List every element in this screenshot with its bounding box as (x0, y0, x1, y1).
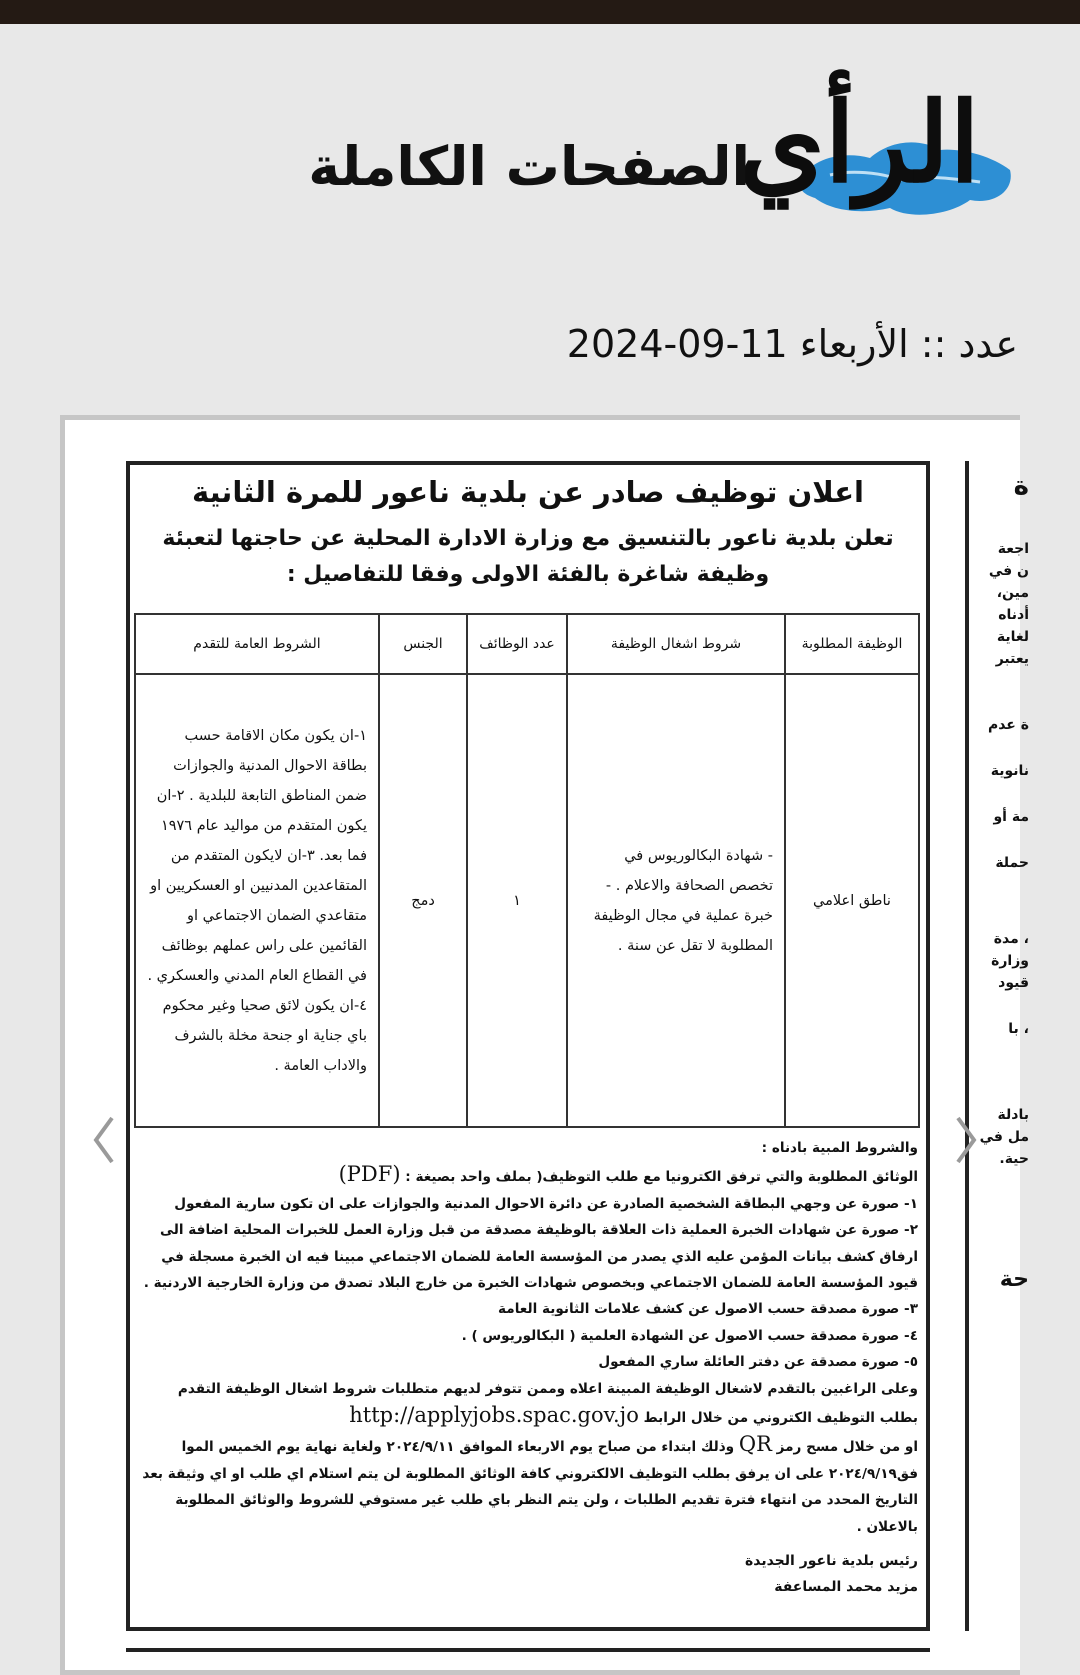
note-line: والشروط المبية بادناه : (761, 1140, 918, 1156)
ad-title: اعلان توظيف صادر عن بلدية ناعور للمرة الثانية (192, 475, 864, 509)
preview-line: مل في (979, 1129, 1029, 1145)
cell-gender: دمج (379, 674, 467, 1127)
note-line (138, 1431, 918, 1540)
site-header (0, 60, 1080, 250)
header-conditions: شروط اشغال الوظيفة (567, 614, 785, 674)
header-count: عدد الوظائف (467, 614, 567, 674)
preview-line: ، با (1008, 1021, 1029, 1037)
cell-count: ١ (467, 674, 567, 1127)
preview-line: ة عدم (987, 717, 1029, 733)
pdf-format: (PDF) (338, 1162, 401, 1187)
job-advertisement (126, 461, 930, 1631)
preview-line: نانوية (990, 763, 1029, 779)
preview-line: مة أو (993, 809, 1029, 825)
ad-notes (138, 1135, 918, 1600)
table-row (135, 674, 919, 1127)
signature-title: رئيس بلدية ناعور الجديدة (744, 1553, 918, 1570)
preview-line: قيود (998, 975, 1029, 991)
conditions-text: - شهادة البكالوريوس في تخصص الصحافة والاعلام . - خبرة عملية في مجال الوظيفة المطلوبة لا تقل عن سنة . (593, 847, 773, 954)
note-text: الوثائق المطلوبة والتي ترفق الكترونيا مع طلب التوظيف( بملف واحد بصيغة : (405, 1169, 918, 1186)
header-gender: الجنس (379, 614, 467, 674)
cell-general (135, 674, 379, 1127)
logo-wordmark: الرأي (738, 78, 980, 207)
preview-line: لغاية (996, 629, 1029, 645)
preview-line: ، مدة (993, 931, 1029, 947)
preview-line: ة (1013, 471, 1029, 501)
note-line: ٢- صورة عن شهادات الخبرة العملية ذات العلاقة بالوظيفة مصدقة من قبل وزارة العمل للخبرات المحلية اضافة الى ارفاق كشف بيانات المؤمن عليه الذي يصدر من المؤسسة العامة للضمان الاجتماعي مبينا فيه ان الخبرة مسجلة في قيود المؤسسة العامة للضمان الاجتماعي وبخصوص شهادات الخبرة من خارج البلاد تصدق من وزارة الخارجية الاردنية . (143, 1222, 918, 1292)
header-job: الوظيفة المطلوبة (785, 614, 919, 674)
preview-line: ن في (988, 563, 1029, 579)
alrai-logo[interactable] (738, 78, 1020, 250)
note-line (138, 1376, 918, 1432)
next-ad-border (126, 1648, 930, 1652)
general-text: ١-ان يكون مكان الاقامة حسب بطاقة الاحوال المدنية والجوازات ضمن المناطق التابعة للبلدية . ٢-ان يكون المتقدم من مواليد عام ١٩٧٦ فما بعد. ٣-ان لايكون المتقدم من المتقاعدين المدنيين او العسكريين او متقاعدي الضمان الاجتماعي او القائمين على راس عملهم بوظائف في القطاع العام المدني والعسكري . ٤-ان يكون لائق صحيا وغير محكوم باي جناية او جنحة مخلة بالشرف والاداب العامة . (147, 727, 367, 1074)
apply-link[interactable]: http://applyjobs.spac.gov.jo (349, 1403, 639, 1428)
note-text: وذلك ابتداء من صباح يوم الاربعاء الموافق ٢٠٢٤/٩/١١ ولغاية نهاية يوم الخميس الموا فق٢٠٢٤/٩/١٩ على ان يرفق بطلب التوظيف الالكتروني كافة الوثائق المطلوبة لن يتم استلام اي طلب او اي وثيقة بعد التاريخ المحدد من انتهاء فترة تقديم الطلبات ، ولن يتم النظر باي طلب غير مستوفي للشروط والوثائق المطلوبة بالاعلان . (142, 1439, 918, 1535)
preview-line: يعتبر (995, 651, 1029, 667)
preview-line: بادلة (997, 1107, 1029, 1123)
signature-name: مزيد محمد المساعفة (774, 1579, 918, 1596)
ad-intro: تعلن بلدية ناعور بالتنسيق مع وزارة الادارة المحلية عن حاجتها لتعبئة وظيفة شاغرة بالفئة الاولى وفقا للتفاصيل : (162, 526, 894, 587)
table-header-row (135, 614, 919, 674)
preview-line: حية. (999, 1151, 1029, 1167)
preview-line: مين، (996, 585, 1029, 601)
note-line: ٥- صورة مصدقة عن دفتر العائلة ساري المفعول (598, 1354, 918, 1371)
next-ad-preview[interactable] (965, 461, 1029, 1631)
note-text: او من خلال مسح رمز (776, 1439, 918, 1456)
cell-conditions (567, 674, 785, 1127)
note-line: ٤- صورة مصدقة حسب الاصول عن الشهادة العلمية ( البكالوريوس ) . (461, 1327, 918, 1344)
next-page-arrow[interactable] (950, 1110, 980, 1170)
chevron-left-icon (90, 1110, 120, 1170)
cell-job: ناطق اعلامي (785, 674, 919, 1127)
note-line: ٣- صورة مصدقة حسب الاصول عن كشف علامات الثانوية العامة (498, 1301, 918, 1318)
issue-date: عدد :: الأربعاء 11-09-2024 (566, 322, 1018, 366)
preview-line: حملة (995, 855, 1029, 871)
header-general: الشروط العامة للتقدم (135, 614, 379, 674)
signature (138, 1548, 918, 1600)
qr-label: QR (738, 1432, 772, 1457)
status-bar (0, 0, 1080, 24)
chevron-right-icon (950, 1110, 980, 1170)
jobs-table (134, 613, 920, 1128)
preview-line: اجعة (997, 541, 1029, 557)
note-line: ١- صورة عن وجهي البطاقة الشخصية الصادرة عن دائرة الاحوال المدنية والجوازات على ان تكون سارية المفعول (174, 1195, 918, 1212)
note-text: وعلى الراغبين بالتقدم لاشغال الوظيفة المبينة اعلاه وممن تتوفر لديهم متطلبات شروط اشغال الوظيفة التقدم بطلب التوظيف الكتروني من خلال الرابط (177, 1380, 918, 1427)
preview-line: وزارة (991, 953, 1029, 969)
page-title: الصفحات الكاملة (308, 135, 750, 198)
note-line (138, 1161, 918, 1190)
preview-line: أدناه (998, 607, 1029, 623)
previous-page-arrow[interactable] (90, 1110, 120, 1170)
preview-line: حة (999, 1267, 1029, 1292)
